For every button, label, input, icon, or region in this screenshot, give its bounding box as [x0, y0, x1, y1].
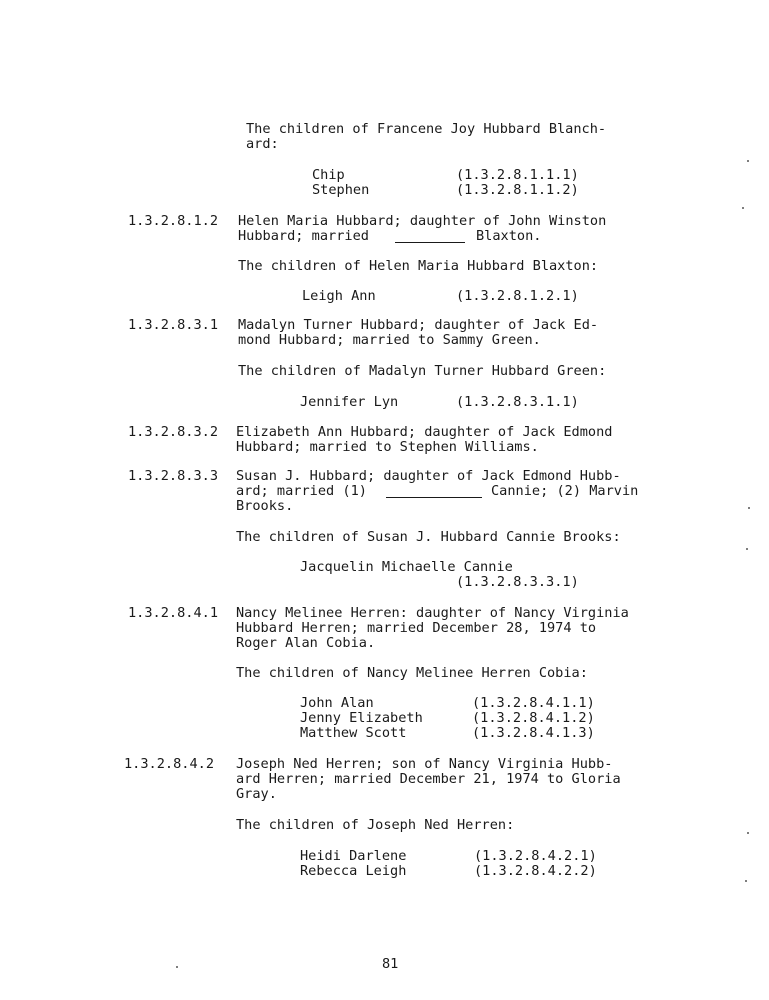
entry-text: Susan J. Hubbard; daughter of Jack Edmond Hubb-: [236, 468, 621, 484]
children-intro: The children of Joseph Ned Herren:: [236, 817, 515, 833]
children-intro: The children of Susan J. Hubbard Cannie Brooks:: [236, 529, 621, 545]
child-name: John Alan: [300, 695, 374, 711]
scan-speck: [746, 548, 748, 550]
entry-text: Brooks.: [236, 498, 294, 514]
blank-line: [386, 497, 482, 498]
child-name: Jenny Elizabeth: [300, 710, 423, 726]
entry-text: mond Hubbard; married to Sammy Green.: [238, 332, 541, 348]
child-id: (1.3.2.8.3.1.1): [456, 394, 579, 410]
scan-speck: [745, 880, 747, 882]
children-intro-cont: ard:: [246, 136, 279, 152]
child-name: Jennifer Lyn: [300, 394, 399, 410]
children-intro: The children of Helen Maria Hubbard Blaxton:: [238, 258, 599, 274]
entry-text: Hubbard; married to Stephen Williams.: [236, 439, 539, 455]
children-intro: The children of Francene Joy Hubbard Blanch-: [246, 121, 607, 137]
entry-text: Nancy Melinee Herren: daughter of Nancy Virginia: [236, 605, 629, 621]
child-id: (1.3.2.8.1.1.1): [456, 167, 579, 183]
child-name: Stephen: [312, 182, 370, 198]
child-id: (1.3.2.8.4.1.2): [472, 710, 595, 726]
entry-number: 1.3.2.8.4.1: [128, 605, 219, 621]
blank-line: [395, 242, 465, 243]
children-intro: The children of Madalyn Turner Hubbard Green:: [238, 363, 607, 379]
child-id: (1.3.2.8.4.1.3): [472, 725, 595, 741]
child-name: Rebecca Leigh: [300, 863, 407, 879]
scan-speck: [176, 966, 178, 968]
entry-number: 1.3.2.8.4.2: [124, 756, 215, 772]
entry-text: Gray.: [236, 786, 277, 802]
child-id: (1.3.2.8.1.1.2): [456, 182, 579, 198]
page-number: 81: [382, 956, 399, 972]
entry-text: Helen Maria Hubbard; daughter of John Winston: [238, 213, 607, 229]
children-intro: The children of Nancy Melinee Herren Cobia:: [236, 665, 588, 681]
child-name: Jacquelin Michaelle Cannie: [300, 559, 513, 575]
entry-number: 1.3.2.8.3.3: [128, 468, 219, 484]
child-id: (1.3.2.8.3.3.1): [456, 574, 579, 590]
entry-text: Roger Alan Cobia.: [236, 635, 376, 651]
entry-text: Joseph Ned Herren; son of Nancy Virginia Hubb-: [236, 756, 613, 772]
entry-number: 1.3.2.8.1.2: [128, 213, 219, 229]
child-id: (1.3.2.8.4.2.2): [474, 863, 597, 879]
entry-text: Blaxton.: [476, 228, 542, 244]
entry-text: Hubbard Herren; married December 28, 1974 to: [236, 620, 597, 636]
entry-text: ard Herren; married December 21, 1974 to Gloria: [236, 771, 621, 787]
child-id: (1.3.2.8.4.2.1): [474, 848, 597, 864]
entry-text: Elizabeth Ann Hubbard; daughter of Jack Edmond: [236, 424, 613, 440]
entry-text: Madalyn Turner Hubbard; daughter of Jack Ed-: [238, 317, 599, 333]
child-name: Matthew Scott: [300, 725, 407, 741]
entry-text: Cannie; (2) Marvin: [491, 483, 639, 499]
child-name: Heidi Darlene: [300, 848, 407, 864]
scan-speck: [742, 207, 744, 209]
child-name: Chip: [312, 167, 345, 183]
entry-number: 1.3.2.8.3.1: [128, 317, 219, 333]
entry-number: 1.3.2.8.3.2: [128, 424, 219, 440]
scan-speck: [747, 160, 749, 162]
entry-text: ard; married (1): [236, 483, 367, 499]
child-name: Leigh Ann: [302, 288, 376, 304]
child-id: (1.3.2.8.4.1.1): [472, 695, 595, 711]
child-id: (1.3.2.8.1.2.1): [456, 288, 579, 304]
entry-text: Hubbard; married: [238, 228, 369, 244]
scan-speck: [748, 507, 750, 509]
scan-speck: [747, 832, 749, 834]
